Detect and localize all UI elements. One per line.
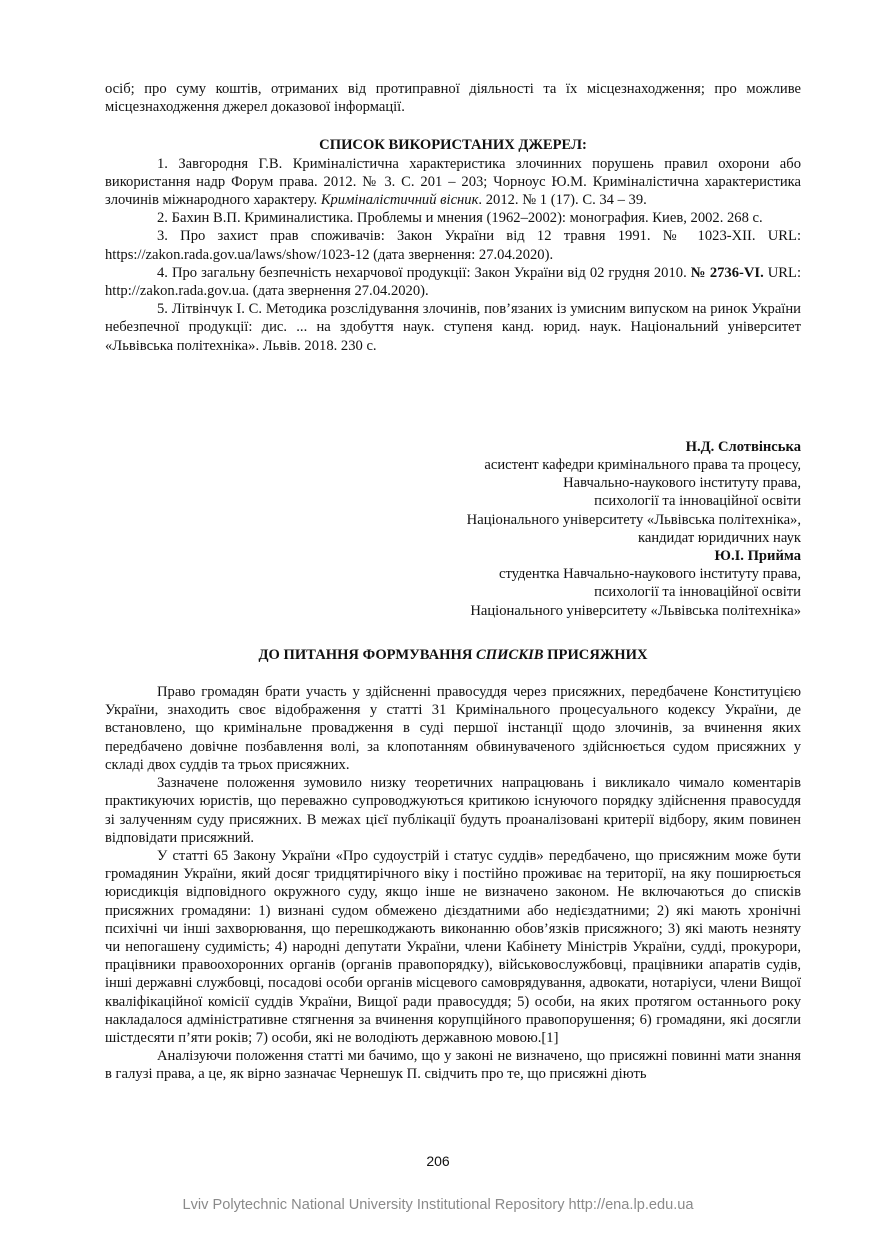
page-number: 206: [426, 1153, 450, 1169]
author-affiliation-line: асистент кафедри кримінального права та процесу,: [484, 457, 801, 474]
reference-text: 4. Про загальну безпечність нехарчової продукції: Закон України від 02 грудня 2010.: [157, 264, 691, 281]
author-affiliation-line: студентка Навчально-наукового інституту права,: [498, 566, 801, 583]
author-affiliation-line: психології та інноваційної освіти: [594, 493, 801, 510]
author-affiliation-line: Національного університету «Львівська політехніка»,: [466, 511, 801, 528]
reference-journal: Криміналістичний вісник: [320, 192, 479, 209]
author-name: Ю.І. Прийма: [714, 548, 801, 565]
article-title: [105, 646, 801, 664]
document-page: [105, 80, 801, 1084]
article-title-part: ПРИСЯЖНИХ: [543, 646, 648, 663]
intro-paragraph: осіб; про суму коштів, отриманих від протиправної діяльності та їх місцезнаходження; про можливе місцезнаходження джерел доказової інформації.: [105, 81, 801, 116]
author-affiliation-line: Навчально-наукового інституту права,: [563, 475, 801, 492]
article-title-italic: СПИСКІВ: [476, 646, 544, 663]
reference-text: URL: http://zakon.rada.gov.ua. (дата звернення 27.04.2020).: [105, 264, 801, 300]
reference-item: [105, 264, 801, 300]
authors-block: [105, 438, 801, 620]
repository-footer: Lviv Polytechnic National University Institutional Repository http://ena.lp.edu.ua: [182, 1197, 694, 1213]
references-heading: СПИСОК ВИКОРИСТАНИХ ДЖЕРЕЛ:: [319, 137, 587, 154]
author-affiliation-line: Національного університету «Львівська політехніка»: [470, 602, 801, 619]
author-name: Н.Д. Слотвінська: [685, 438, 801, 455]
body-paragraph: Право громадян брати участь у здійсненні правосуддя через присяжних, передбачене Конституцією України, знаходить своє відображення у статті 31 Кримінального процесуального кодексу України, де встановлено, що кримінальне провадження в суді першої інстанції щодо злочинів, за вчинення яких передбачено довічне позбавлення волі, за клопотанням обвинуваченого здійснюється судом присяжних у складі двох суддів та трьох присяжних.: [105, 684, 801, 773]
body-paragraph: Аналізуючи положення статті ми бачимо, що у законі не визначено, що присяжні повинні мати знання в галузі права, а це, як вірно зазначає Чернешук П. свідчить про те, що присяжні діють: [105, 1048, 801, 1083]
reference-text: . 2012. № 1 (17). С. 34 – 39.: [478, 192, 647, 209]
article-title-part: ДО ПИТАННЯ ФОРМУВАННЯ: [258, 646, 477, 663]
reference-law-number: № 2736-VI.: [690, 264, 764, 281]
reference-item: 2. Бахин В.П. Криминалистика. Проблемы и мнения (1962–2002): монография. Киев, 2002. 268 с.: [157, 210, 763, 227]
reference-text: 1. Завгородня Г.В. Криміналістична характеристика злочинних порушень правил охорони або використання надр Форум права. 2012. № 3. С. 201 – 203; Чорноус Ю.М. Криміналістична характеристика злочинів міжнародного характеру.: [105, 155, 801, 209]
body-paragraph: Зазначене положення зумовило низку теоретичних напрацювань і викликало чимало коментарів практикуючих юристів, що переважно супроводжуються критикою існуючого порядку здійснення правосуддя зі залученням суду присяжних. В межах цієї публікації будуть проаналізовані критерії відбору, яким повинен відповідати присяжний.: [105, 775, 801, 846]
reference-item: 5. Літвінчук І. С. Методика розслідування злочинів, пов’язаних із умисним випуском на ринок України небезпечної продукції: дис. ... на здобуття наук. ступеня канд. юрид. наук. Національний університет «Львівська політехніка». Львів. 2018. 230 с.: [105, 301, 801, 354]
body-paragraph: У статті 65 Закону України «Про судоустрій і статус суддів» передбачено, що присяжним може бути громадянин України, який досяг тридцятирічного віку і постійно проживає на території, на яку поширюється юрисдикція відповідного окружного суду, якщо інше не визначено законом. Не включаються до списків присяжних громадяни: 1) визнані судом обмежено дієздатними або недієздатними; 2) які мають хронічні психічні чи інші захворювання, що перешкоджають виконанню обов’язків присяжного; 3) які мають незняту чи непогашену судимість; 4) народні депутати України, члени Кабінету Міністрів України, судді, прокурори, працівники правоохоронних органів (органів правопорядку), військовослужбовці, працівники апаратів судів, інші державні службовці, посадові особи органів місцевого самоврядування, адвокати, нотаріуси, члени Вищої кваліфікаційної комісії суддів України, Вищої ради правосуддя; 5) особи, на яких протягом останнього року накладалося адміністративне стягнення за вчинення корупційного правопорушення; 6) громадяни, які досягли шістдесяти п’яти років; 7) особи, які не володіють державною мовою.[1]: [105, 847, 801, 1046]
author-affiliation-line: кандидат юридичних наук: [637, 529, 801, 546]
reference-item: 3. Про захист прав споживачів: Закон України від 12 травня 1991. № 1023-XII. URL: https://zakon.rada.gov.ua/laws/show/1023-12 (дата звернення: 27.04.2020).: [105, 228, 801, 263]
author-affiliation-line: психології та інноваційної освіти: [594, 584, 801, 601]
reference-item: [105, 155, 801, 210]
